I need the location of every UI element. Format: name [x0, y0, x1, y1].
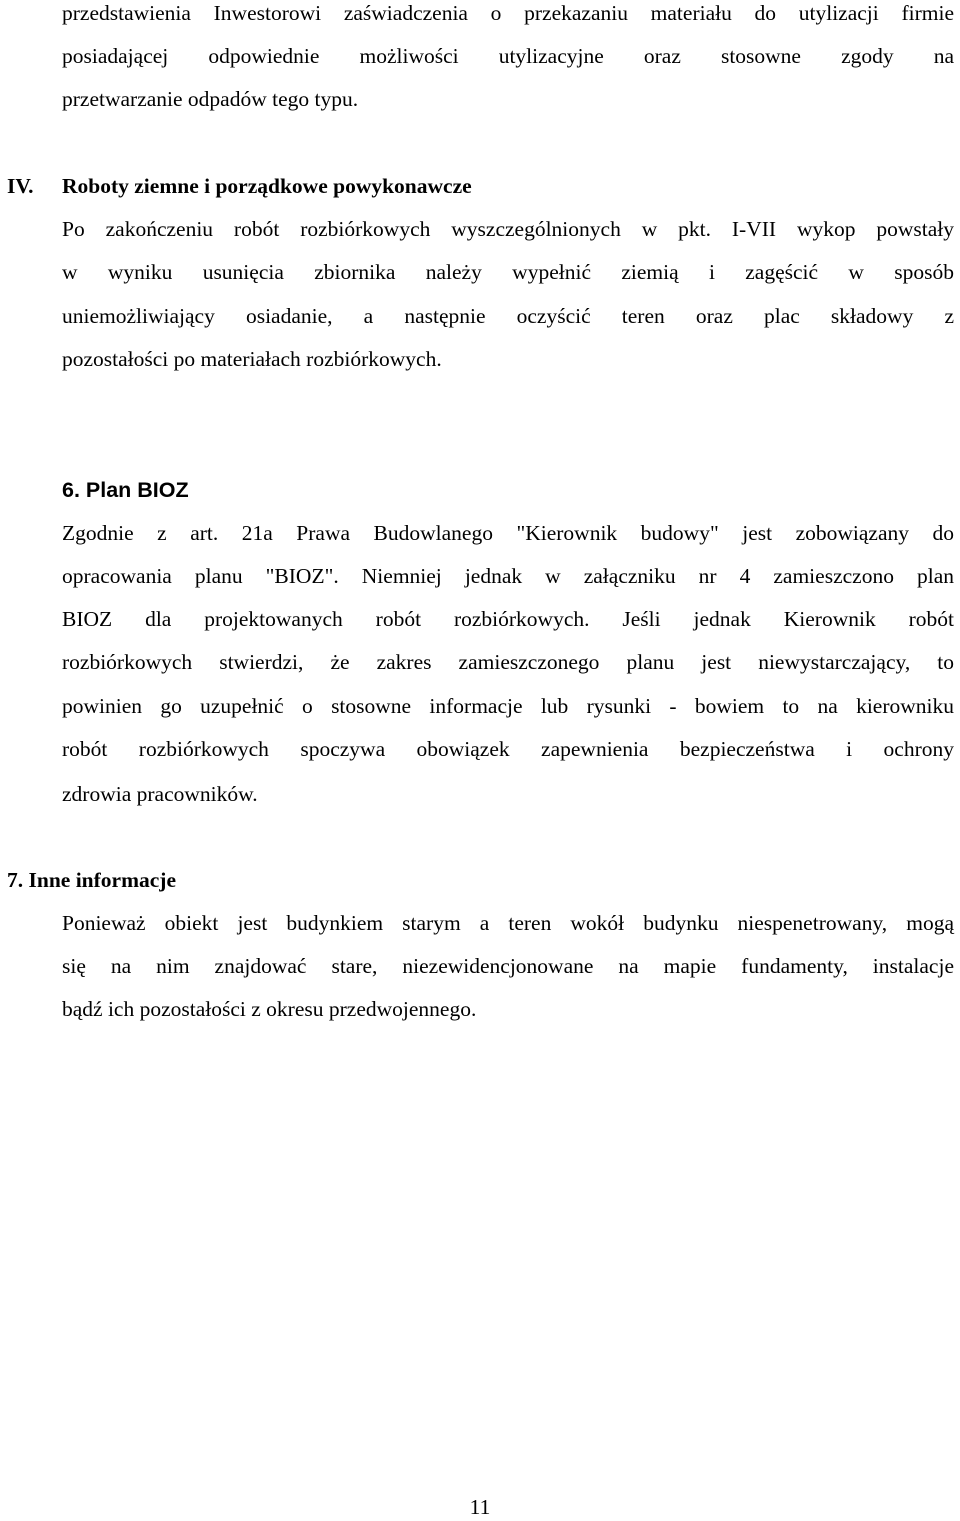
paragraph-line: Ponieważ obiekt jest budynkiem starym a teren wokół budynku niespenetrowany, mogą [62, 911, 954, 935]
paragraph-line: bądź ich pozostałości z okresu przedwojennego. [62, 997, 477, 1021]
paragraph-line: pozostałości po materiałach rozbiórkowych. [62, 347, 442, 371]
page-number: 11 [469, 1495, 491, 1519]
paragraph-line: zdrowia pracowników. [62, 782, 258, 806]
section-heading: 7. Inne informacje [7, 868, 176, 892]
paragraph-line: powinien go uzupełnić o stosowne informacje lub rysunki - bowiem to na kierowniku [62, 694, 954, 718]
paragraph-line: opracowania planu "BIOZ". Niemniej jednak w załączniku nr 4 zamieszczono plan [62, 564, 954, 588]
paragraph-line: BIOZ dla projektowanych robót rozbiórkowych. Jeśli jednak Kierownik robót [62, 607, 954, 631]
section-number: IV. [7, 174, 34, 198]
paragraph-line: w wyniku usunięcia zbiornika należy wypełnić ziemią i zagęścić w sposób [62, 260, 954, 284]
paragraph-line: przedstawienia Inwestorowi zaświadczenia o przekazaniu materiału do utylizacji firmie [62, 1, 954, 25]
paragraph-line: Po zakończeniu robót rozbiórkowych wyszczególnionych w pkt. I-VII wykop powstały [62, 217, 954, 241]
section-heading: 6. Plan BIOZ [62, 478, 189, 502]
paragraph-line: posiadającej odpowiednie możliwości utylizacyjne oraz stosowne zgody na [62, 44, 954, 68]
paragraph-line: się na nim znajdować stare, niezewidencjonowane na mapie fundamenty, instalacje [62, 954, 954, 978]
paragraph-line: przetwarzanie odpadów tego typu. [62, 87, 359, 111]
paragraph-line: rozbiórkowych stwierdzi, że zakres zamieszczonego planu jest niewystarczający, to [62, 650, 954, 674]
section-title: Roboty ziemne i porządkowe powykonawcze [62, 174, 472, 198]
paragraph-line: Zgodnie z art. 21a Prawa Budowlanego "Kierownik budowy" jest zobowiązany do [62, 521, 954, 545]
paragraph-line: robót rozbiórkowych spoczywa obowiązek zapewnienia bezpieczeństwa i ochrony [62, 737, 954, 761]
paragraph-line: uniemożliwiający osiadanie, a następnie oczyścić teren oraz plac składowy z [62, 304, 954, 328]
